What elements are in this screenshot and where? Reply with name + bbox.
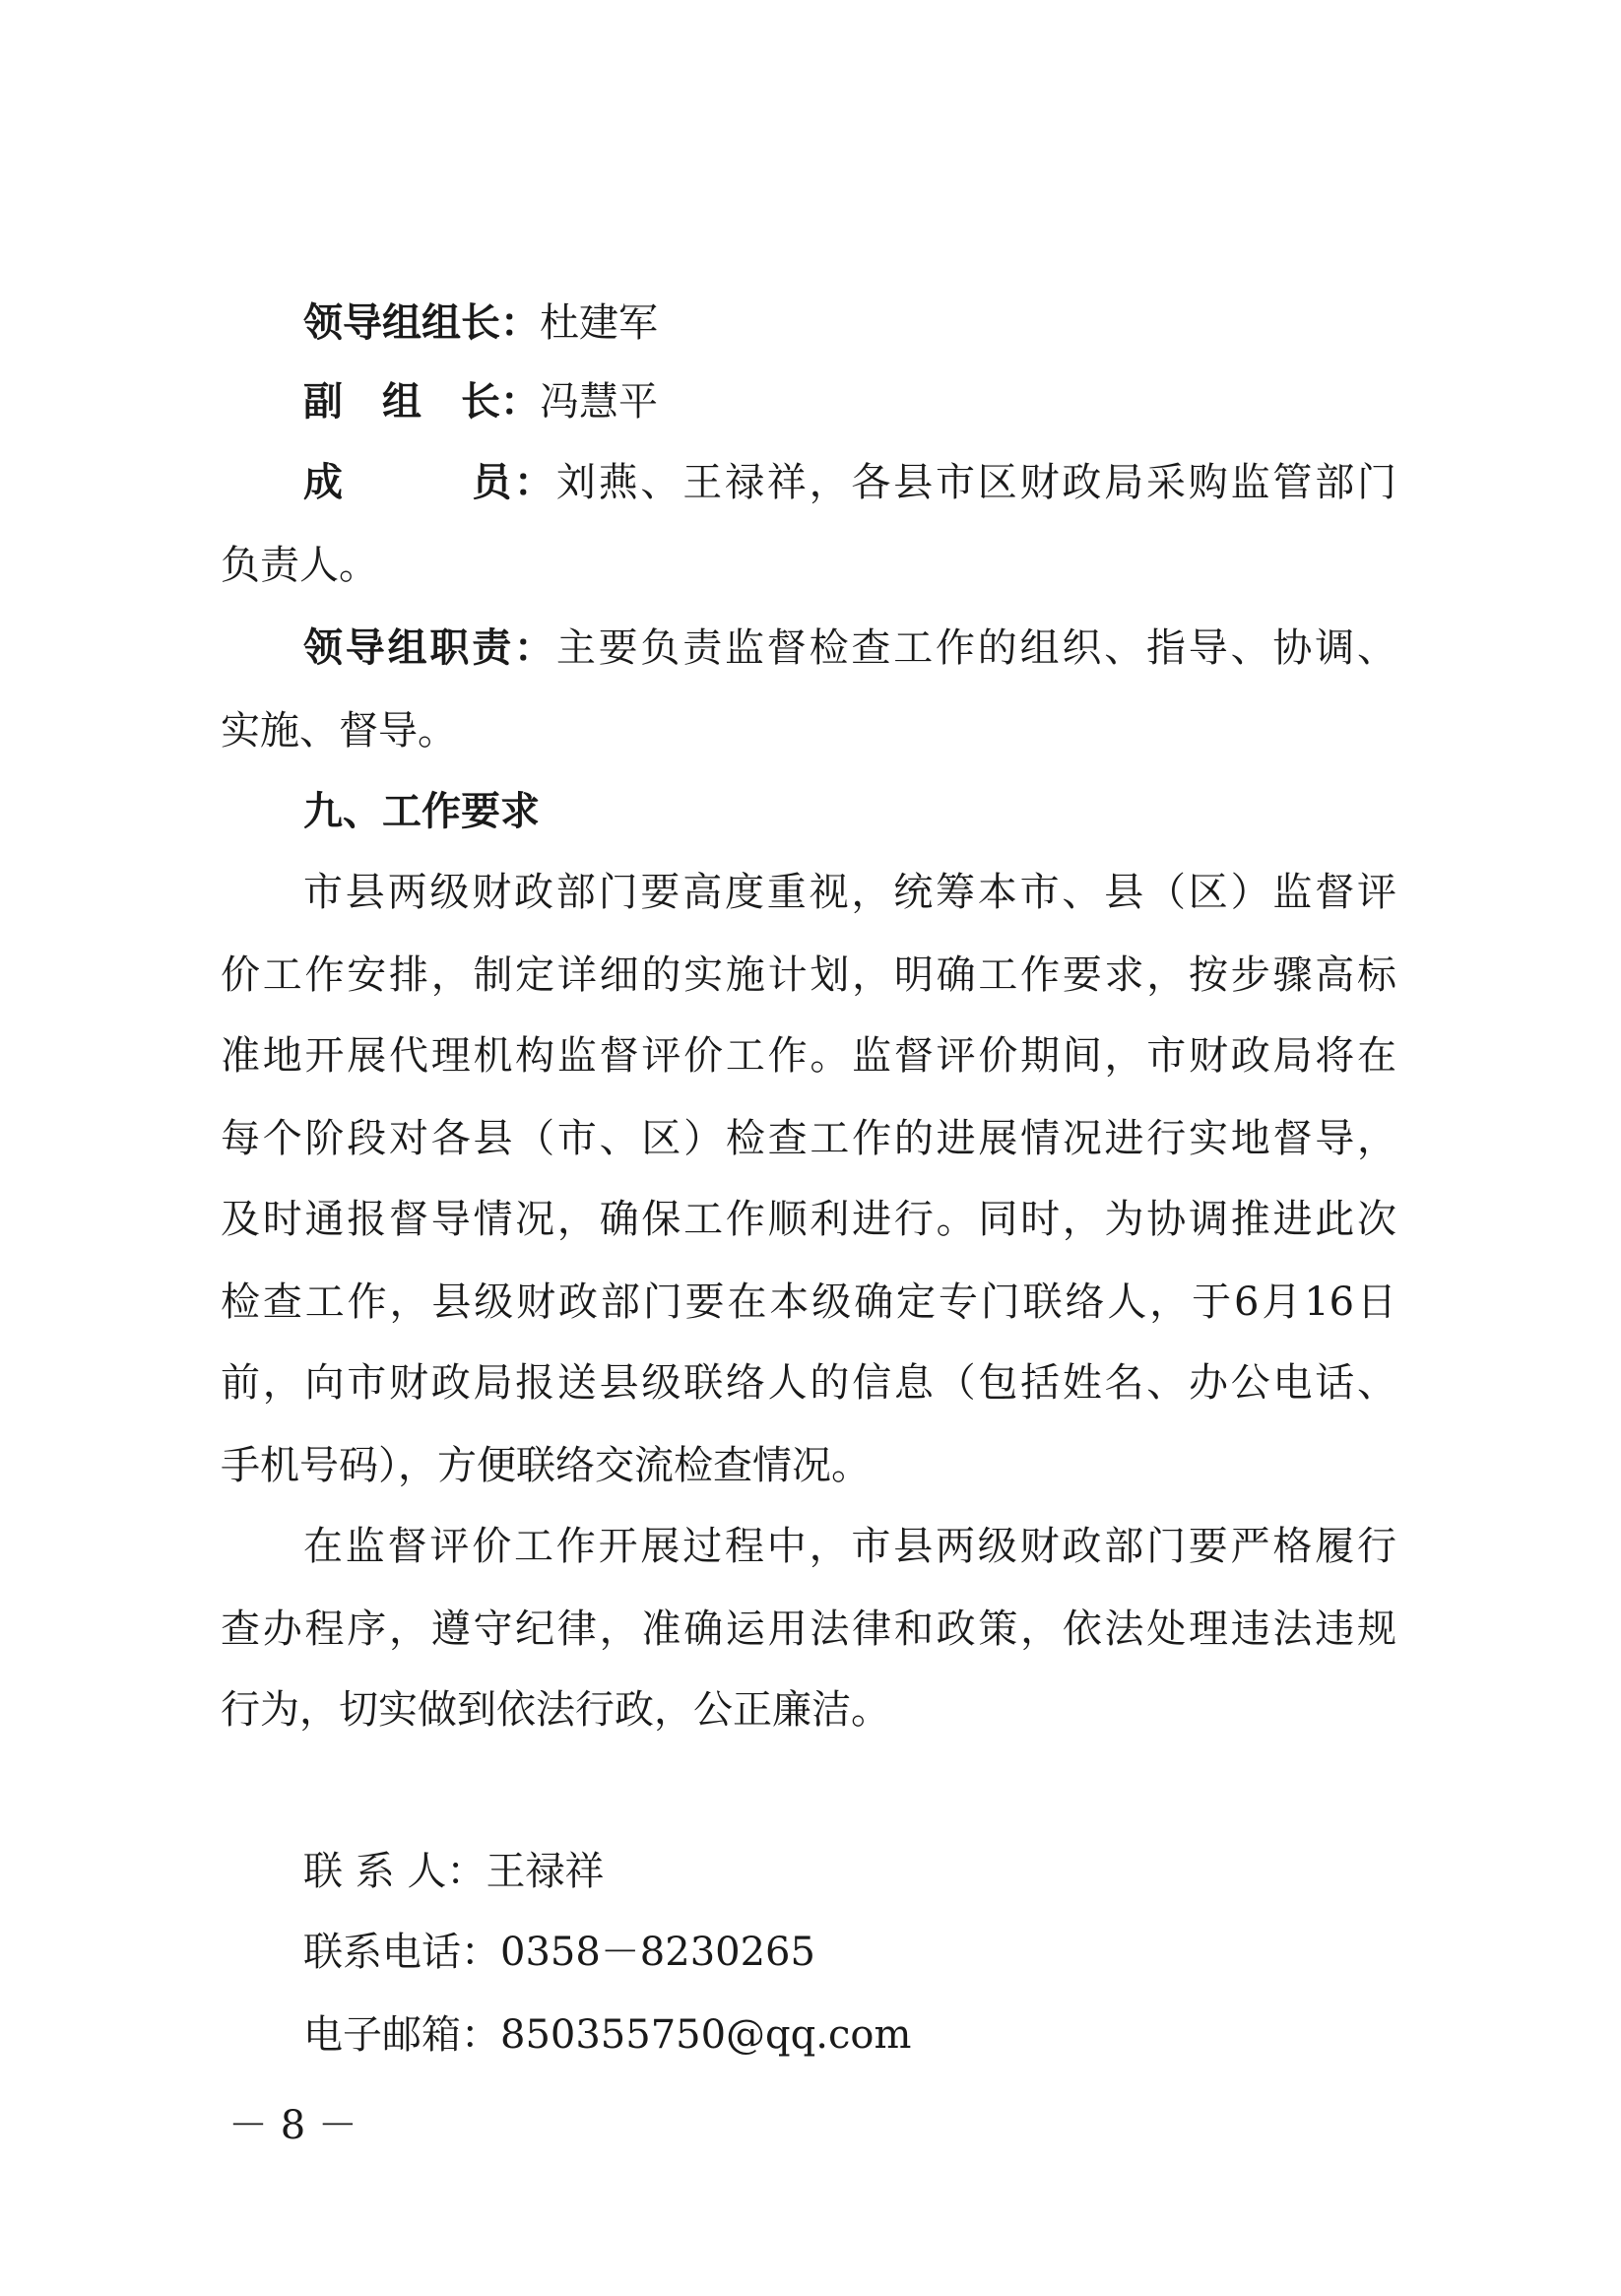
- members-label: 成 员：: [303, 460, 556, 505]
- duty-label: 领导组职责：: [303, 625, 556, 671]
- leader-name: 杜建军: [540, 300, 658, 346]
- para1-line-3: 准地开展代理机构监督评价工作。监督评价期间，市财政局将在: [221, 1033, 1396, 1079]
- para2-line-3: 行为，切实做到依法行政，公正廉洁。: [221, 1687, 890, 1733]
- contact-phone-label: 联系电话：: [303, 1930, 500, 1975]
- duty-row-continued: [221, 707, 457, 754]
- duty-row: [303, 624, 1396, 672]
- contact-email-label: 电子邮箱：: [303, 2012, 500, 2058]
- contact-email-value: 850355750@qq.com: [500, 2012, 912, 2058]
- contact-phone-row: [303, 1929, 815, 1976]
- members-line-1: 刘燕、王禄祥，各县市区财政局采购监管部门: [555, 460, 1397, 505]
- para1-line-1: 市县两级财政部门要高度重视，统筹本市、县（区）监督评: [303, 870, 1396, 915]
- deputy-row: [303, 378, 658, 426]
- para1-line-7: 前，向市财政局报送县级联络人的信息（包括姓名、办公电话、: [221, 1360, 1396, 1406]
- para2-line-2: 查办程序，遵守纪律，准确运用法律和政策，依法处理违法违规: [221, 1607, 1396, 1652]
- para2-line-1: 在监督评价工作开展过程中，市县两级财政部门要严格履行: [303, 1524, 1396, 1569]
- para1-line-8: 手机号码），方便联络交流检查情况。: [221, 1443, 871, 1488]
- contact-person-label: 联 系 人：: [303, 1849, 486, 1894]
- section-heading: 九、工作要求: [303, 789, 540, 834]
- duty-line-1: 主要负责监督检查工作的组织、指导、协调、: [555, 625, 1397, 671]
- duty-line-2: 实施、督导。: [221, 708, 457, 754]
- deputy-label: 副 组 长：: [303, 379, 540, 425]
- members-row-continued: [221, 542, 378, 589]
- para1-line-6: 检查工作，县级财政部门要在本级确定专门联络人，于6月16日: [221, 1279, 1396, 1325]
- para1-line-5: 及时通报督导情况，确保工作顺利进行。同时，为协调推进此次: [221, 1197, 1396, 1242]
- para1-line-2: 价工作安排，制定详细的实施计划，明确工作要求，按步骤高标: [221, 952, 1396, 998]
- contact-email-row: [303, 2011, 911, 2059]
- leader-label: 领导组组长：: [303, 300, 540, 346]
- contact-phone-value: 0358－8230265: [500, 1930, 815, 1975]
- members-row: [303, 459, 1396, 506]
- members-line-2: 负责人。: [221, 543, 378, 588]
- contact-person-row: [303, 1848, 604, 1895]
- page-number: － 8 －: [228, 2103, 357, 2148]
- leader-row: [303, 299, 658, 347]
- deputy-name: 冯慧平: [540, 379, 658, 425]
- para1-line-4: 每个阶段对各县（市、区）检查工作的进展情况进行实地督导，: [221, 1116, 1396, 1161]
- contact-person-value: 王禄祥: [486, 1849, 605, 1894]
